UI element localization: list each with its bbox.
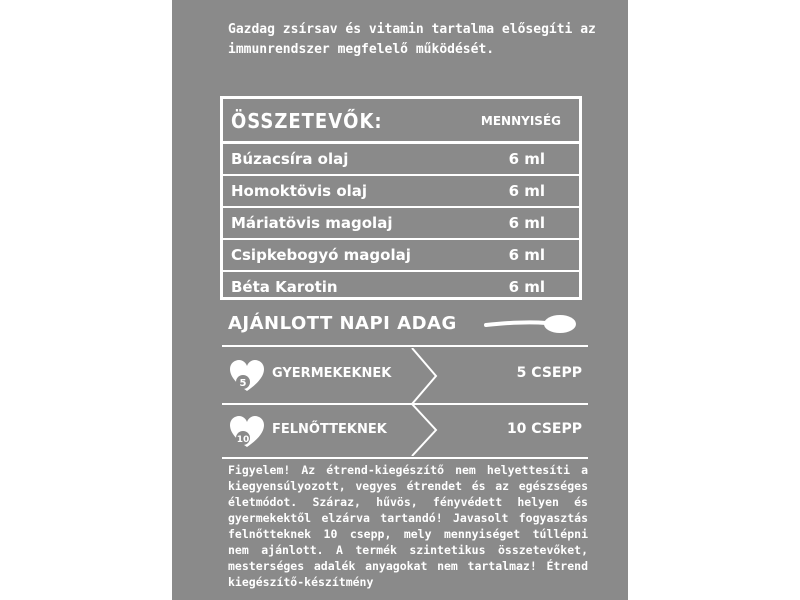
ingredient-qty: 6 ml xyxy=(508,246,545,264)
ingredient-name: Máriatövis magolaj xyxy=(231,214,393,232)
dose-label: GYERMEKEKNEK xyxy=(272,366,392,381)
divider xyxy=(222,457,588,459)
ingredient-name: Homoktövis olaj xyxy=(231,182,368,200)
ingredient-name: Búzacsíra olaj xyxy=(231,150,349,168)
quantity-heading: MENNYISÉG xyxy=(480,114,561,128)
warning-text: Figyelem! Az étrend-kiegészítő nem helyettesíti a kiegyensúlyozott, vegyes étrendet és az egészséges életmódot. Száraz, hűvös, fényvédett helyen és gyermekektől elzárva tartandó! Javasolt fogyasztás felnőtteknek 10 csepp, mely mennyiséget túllépni nem ajánlott. A termék szintetikus összetevőket, mesterséges adalék anyagokat nem tartalmaz! Étrend kiegészítő-készítmény xyxy=(228,463,588,589)
ingredient-qty: 6 ml xyxy=(508,214,545,232)
ingredient-qty: 6 ml xyxy=(508,182,545,200)
ingredient-name: Béta Karotin xyxy=(231,278,338,296)
heart-icon xyxy=(228,414,266,450)
ingredients-heading: ÖSSZETEVŐK: xyxy=(231,109,383,133)
ingredient-row xyxy=(223,240,579,272)
chevron-right-icon xyxy=(410,404,440,456)
dose-value: 10 CSEPP xyxy=(506,421,582,437)
dose-row-children xyxy=(222,350,588,402)
ingredient-row xyxy=(223,272,579,304)
ingredient-row xyxy=(223,208,579,240)
ingredients-table xyxy=(220,96,582,300)
intro-text: Gazdag zsírsav és vitamin tartalma elősegíti az immunrendszer megfelelő működését. xyxy=(228,22,596,57)
ingredients-header xyxy=(223,99,579,144)
chevron-right-icon xyxy=(410,348,440,404)
ingredient-qty: 6 ml xyxy=(508,150,545,168)
ingredient-row xyxy=(223,176,579,208)
dose-badge: 5 xyxy=(239,378,247,389)
dose-badge: 10 xyxy=(236,435,250,445)
divider xyxy=(222,345,588,347)
ingredient-qty: 6 ml xyxy=(508,278,545,296)
divider xyxy=(222,403,588,405)
spoon-icon xyxy=(484,311,580,339)
dose-label: FELNŐTTEKNEK xyxy=(272,422,387,437)
heart-icon xyxy=(228,358,266,394)
ingredient-name: Csipkebogyó magolaj xyxy=(231,246,411,264)
daily-dose-title: AJÁNLOTT NAPI ADAG xyxy=(228,313,457,334)
dose-value: 5 CSEPP xyxy=(516,365,582,381)
dose-row-adults xyxy=(222,406,588,458)
product-label xyxy=(172,0,628,600)
ingredient-row xyxy=(223,144,579,176)
